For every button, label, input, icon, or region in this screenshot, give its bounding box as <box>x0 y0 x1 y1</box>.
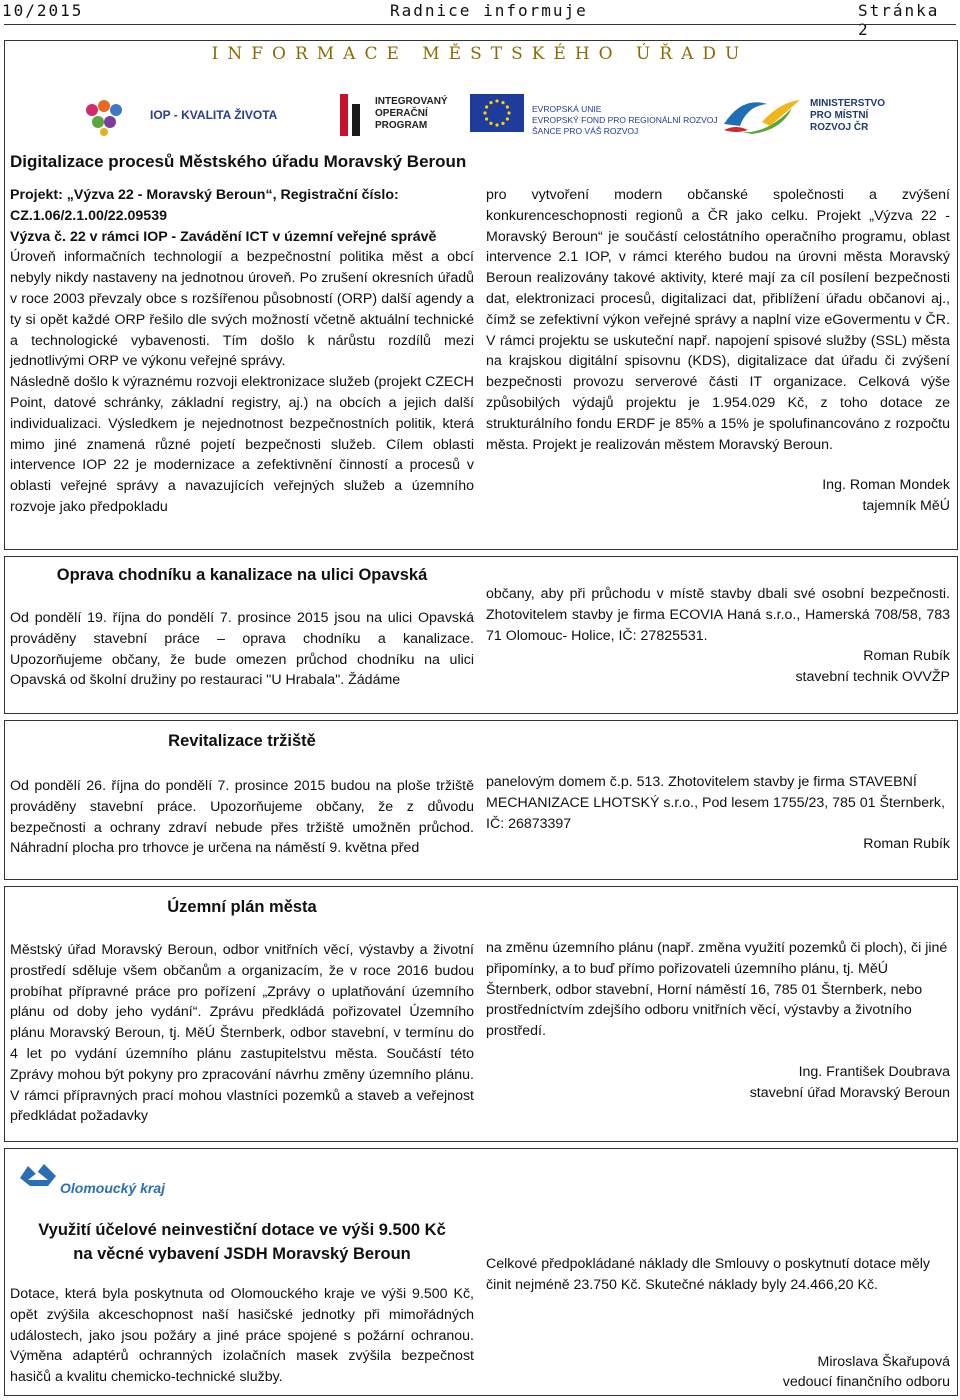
logo-line: ŠANCE PRO VÁŠ ROZVOJ <box>532 126 639 136</box>
paragraph: Úroveň informačních technologií a bezpečnostní politika měst a obcí nebyly nikdy nastaveny na jednotnou úroveň. Po zrušení okresních úřadů v roce 2003 převzaly obce s rozšířenou působností (ORP) další agendy a ty si opět každé ORP řešilo dle svých možností včetně aktuální technické a technologické vybavenosti. Tím došlo k nárůstu rozdílů mezi jednotlivými ORP ve výkonu veřejné správy. <box>10 249 474 370</box>
signature-name: Miroslava Škařupová <box>817 1353 950 1370</box>
signature-role: stavební úřad Moravský Beroun <box>749 1084 950 1101</box>
signature-name: Ing. Roman Mondek <box>822 477 950 494</box>
article-right-column <box>486 938 950 1104</box>
logo-line: EVROPSKÁ UNIE <box>532 104 602 114</box>
page-number: Stránka 2 <box>858 1 940 39</box>
logo-line: EVROPSKÝ FOND PRO REGIONÁLNÍ ROZVOJ <box>532 115 718 125</box>
article-title: Revitalizace tržiště <box>168 732 316 750</box>
article-right-column <box>486 772 950 855</box>
signature-name: Ing. František Doubrava <box>798 1063 950 1080</box>
signature-role: stavební technik OVVŽP <box>795 669 950 686</box>
iop-program-icon <box>340 94 364 136</box>
signature-name: Roman Rubík <box>863 836 950 853</box>
paragraph: Od pondělí 19. října do pondělí 7. prosince 2015 jsou na ulici Opavská prováděny stavební práce – oprava chodníku a kanalizace. Upozorňujeme občany, že bude omezen průchod chodníku na ulici Opavská od školní družiny po restauraci "U Hrabala". Žádáme <box>10 610 474 689</box>
paragraph: občany, aby při průchodu v místě stavby dbali své osobní bezpečnosti. Zhotovitelem stavby je firma ECOVIA Haná s.r.o., Hamerská 708/58, 783 71 Olomouc- Holice, IČ: 27825531. <box>486 586 950 644</box>
paragraph: panelovým domem č.p. 513. Zhotovitelem stavby je firma STAVEBNÍ MECHANIZACE LHOTSKÝ s.r.o., Pod lesem 1755/23, 785 01 Šternberk, IČ: 26873397 <box>486 774 945 832</box>
logo-line: OPERAČNÍ <box>375 108 428 119</box>
paragraph: Od pondělí 26. října do pondělí 7. prosince 2015 budou na ploše tržiště prováděny stavební práce. Upozorňujeme občany, že z důvodu bezpečnosti a ochrany zdraví nebude přes tržiště umožněn průchod. Náhradní plocha pro trhovce je určena na náměstí 9. května před <box>10 778 474 857</box>
logo-line: INTEGROVANÝ <box>375 96 448 107</box>
section-banner: INFORMACE MĚSTSKÉHO ÚŘADU <box>211 44 749 64</box>
article-left-column <box>10 1284 474 1388</box>
article-left-column <box>10 776 474 859</box>
olomoucky-kraj-icon <box>18 1160 58 1190</box>
eu-flag-icon <box>470 94 524 132</box>
signature-role: vedoucí finančního odboru <box>782 1374 950 1391</box>
title-line: Využití účelové neinvestiční dotace ve výši 9.500 Kč <box>38 1221 446 1239</box>
article-right-column <box>486 185 950 517</box>
call-line: Výzva č. 22 v rámci IOP - Zavádění ICT v územní veřejné správě <box>10 228 437 245</box>
paragraph: Následně došlo k výraznému rozvoji elektronizace služeb (projekt CZECH Point, datové schránky, základní registry, aj.) na obcích a jejich další individualizaci. Výsledkem je nejednotnost bezpečnostních politik, která mimo jiné znamená různé pojetí bezpečnosti služeb. Cílem oblasti intervence IOP 22 je modernizace a zefektivnění činností a procesů v oblasti veřejné správy a navazujících veřejných služeb a územního rozvoje jako předpokladu <box>10 374 474 515</box>
article-left-column <box>10 940 474 1127</box>
paragraph: Dotace, která byla poskytnuta od Olomouckého kraje ve výši 9.500 Kč, opět zvýšila akceschopnost naší hasičské jednotky při mimořádných událostech, jako jsou požáry a jiné práce spojené s požární ochranou. Výměna adaptérů ochranných izolačních masek zvýšila bezpečnost hasičů a kvalitu chemicko-technické služby. <box>10 1286 474 1386</box>
iop-icon <box>84 98 144 136</box>
paragraph: pro vytvoření modern občanské společnosti a zvýšení konkurenceschopnosti regionů a ČR jako celku. Projekt „Výzva 22 - Moravský Beroun“ je součástí celostátního operačního programu, oblast intervence 2.1 IOP, v rámci kterého budou na úrovni města Moravský Beroun realizovány takové aktivity, které mají za cíl posílení bezpečnosti dat, elektronizaci procesů, digitalizaci dat, přiblížení úřadu občanovi aj., čímž se zefektivní výkon veřejné správy a naplní vize eGovermentu v ČR. V rámci projektu se uskuteční např. napojení spisové služby (SSL) města na krajskou digitální spisovnu (KDS), digitalizace dat úřadu či zvýšení bezpečnosti provozu serverové části IT organizace. Celková výše způsobilých výdajů projektu je 1.954.029 Kč, z toho dotace ze strukturálního fondu ERDF je 85% a 15% je spolufinancováno z rozpočtu města. Projekt je realizován městem Moravský Beroun. <box>486 187 950 453</box>
page-header <box>0 0 960 39</box>
article-title <box>10 1218 474 1266</box>
article-left-column <box>10 608 474 691</box>
paragraph: Celkové předpokládané náklady dle Smlouvy o poskytnutí dotace měly činit nejméně 23.750 Kč. Skutečné náklady byly 24.466,20 Kč. <box>486 1256 931 1293</box>
signature-name: Roman Rubík <box>863 648 950 665</box>
paragraph: na změnu územního plánu (např. změna využití pozemků či ploch), či jiné připomínky, a to buď přímo pořizovateli územního plánu, tj. MěÚ Šternberk, odbor stavební, Horní náměstí 16, 785 01 Šternberk, nebo prostředníctvím zdejšího odboru vnitřních věcí, výstavby a životního prostředí. <box>486 940 948 1040</box>
paragraph: Městský úřad Moravský Beroun, odbor vnitřních věcí, výstavby a životní prostředí sděluje všem občanům a organizacím, že v roce 2016 budou probíhat přípravné práce pro pořízení „Zprávy o uplatňování územního plánu od doby jeho vydání“. Zprávu předkládá pořizovatel Územního plánu Moravský Beroun, tj. MěÚ Šternberk, odbor stavební, v termínu do 4 let po vydání územního plánu zastupitelstvu města. Součástí této Zprávy mohou být pokyny pro zpracování návrhu změny územního plánu. V rámci přípravných prací mohou vlastníci pozemků a staveb a veřejnost předkládat požadavky <box>10 942 474 1125</box>
signature-role: tajemník MěÚ <box>862 498 950 515</box>
iop-logo-text: IOP - KVALITA ŽIVOTA <box>150 108 278 122</box>
article-right-column <box>486 584 950 688</box>
issue-number: 10/2015 <box>2 1 84 20</box>
article-title: Územní plán města <box>167 898 317 916</box>
article-title: Digitalizace procesů Městského úřadu Moravský Beroun <box>10 152 467 171</box>
mmr-logo-text <box>810 98 885 134</box>
eu-logo-text <box>532 104 718 137</box>
logo-line: ROZVOJ ČR <box>810 122 869 133</box>
article-left-column <box>10 185 474 518</box>
logo-line: MINISTERSTVO <box>810 98 886 109</box>
title-line: na věcné vybavení JSDH Moravský Beroun <box>73 1245 411 1263</box>
olomoucky-kraj-logo: Olomoucký kraj <box>60 1180 166 1196</box>
newspaper-title: Radnice informuje <box>390 1 588 20</box>
project-line: Projekt: „Výzva 22 - Moravský Beroun“, Registrační číslo: CZ.1.06/2.1.00/22.09539 <box>10 187 399 224</box>
article-title: Oprava chodníku a kanalizace na ulici Opavská <box>56 566 428 584</box>
logo-line: PROGRAM <box>375 120 428 131</box>
header-divider <box>4 24 956 25</box>
article-right-column <box>486 1254 950 1393</box>
logo-line: PRO MÍSTNÍ <box>810 110 869 121</box>
mmr-icon <box>722 94 802 136</box>
iop-program-logo <box>375 96 448 132</box>
